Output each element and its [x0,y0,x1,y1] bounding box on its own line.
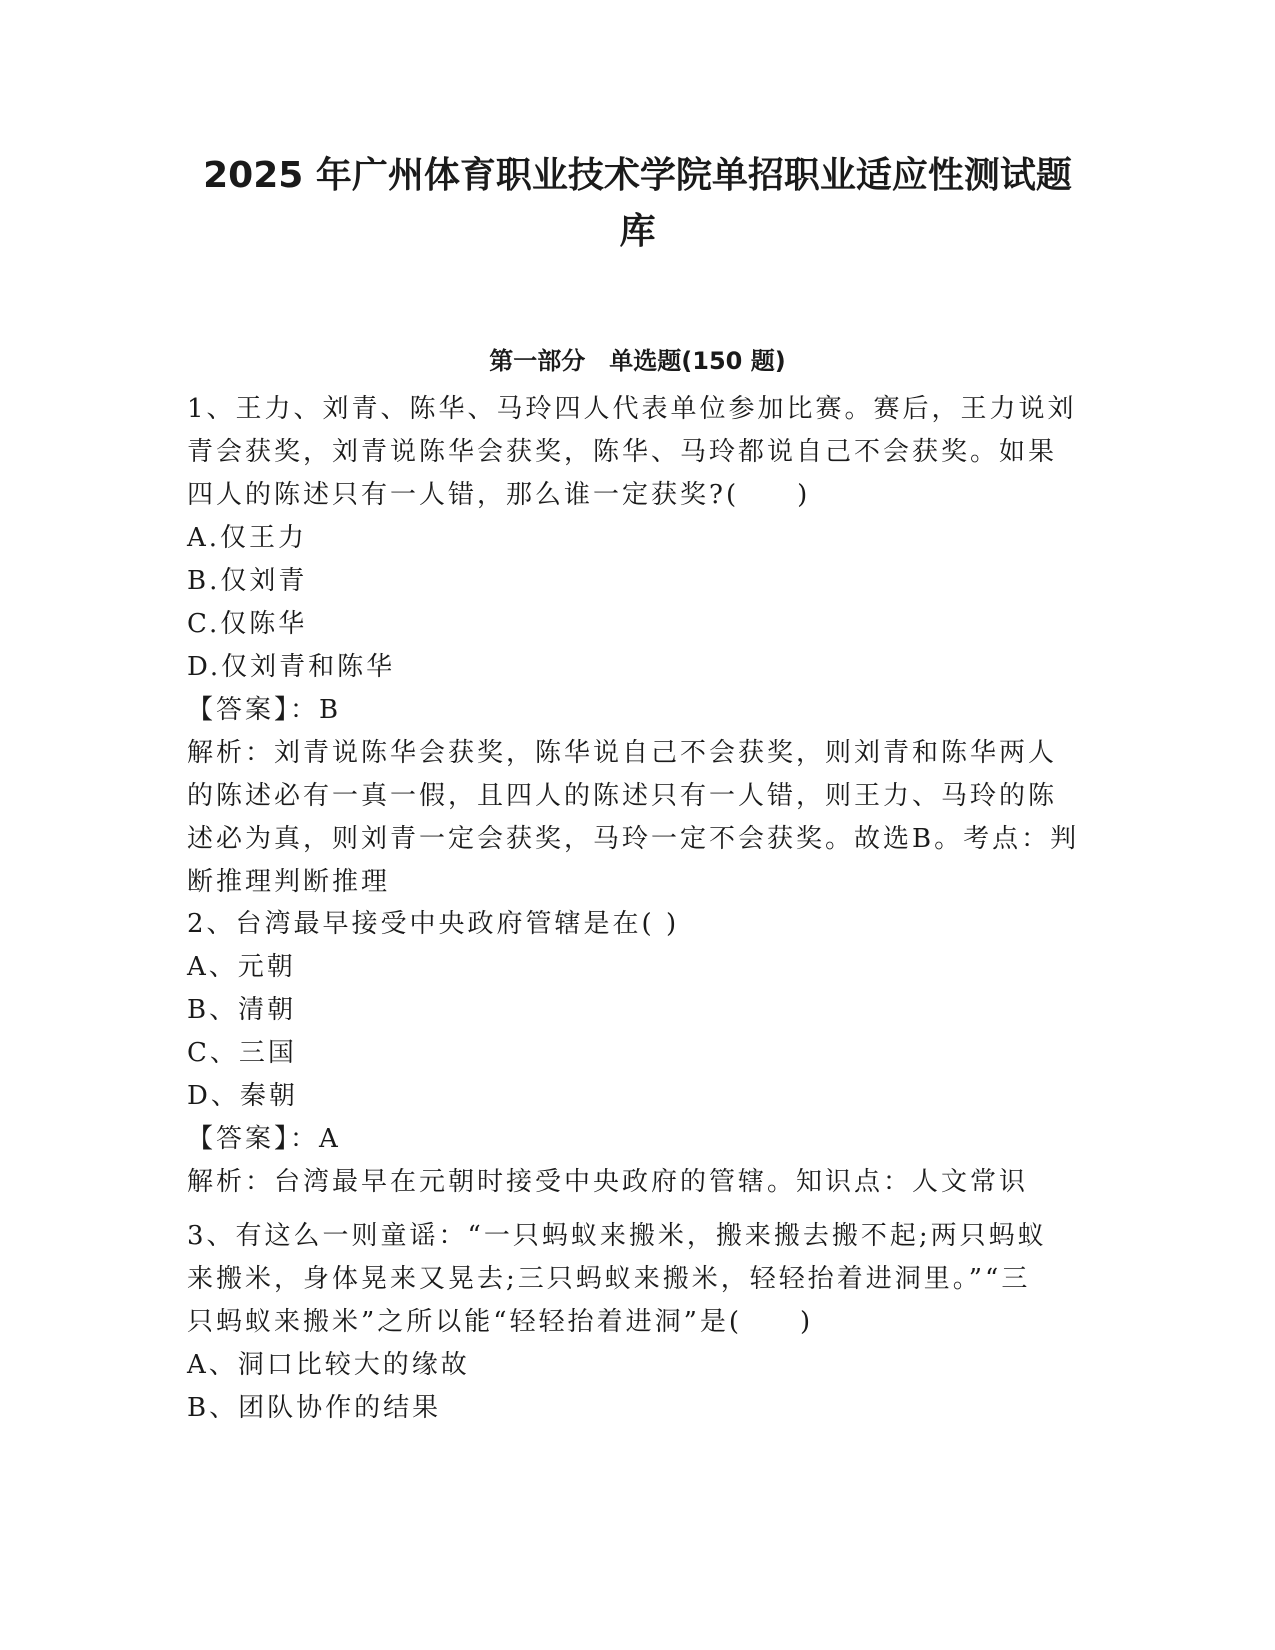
section-heading: 第一部分 单选题(150 题) [489,347,786,375]
question-1-analysis-line: 述必为真，则刘青一定会获奖，马玲一定不会获奖。故选B。考点：判 [187,824,1080,854]
question-3-stem-line: 3、有这么一则童谣：“一只蚂蚁来搬米，搬来搬去搬不起;两只蚂蚁 [187,1221,1047,1251]
question-3-option-b: B、团队协作的结果 [187,1393,442,1423]
question-1-option-d: D.仅刘青和陈华 [187,652,396,682]
question-1-option-b: B.仅刘青 [187,566,308,596]
question-1-option-a: A.仅王力 [187,523,308,553]
question-2-option-a: A、元朝 [187,952,296,982]
question-2-stem: 2、台湾最早接受中央政府管辖是在( ) [187,909,680,939]
question-1-analysis-line: 解析：刘青说陈华会获奖，陈华说自己不会获奖，则刘青和陈华两人 [187,738,1058,768]
question-1 [187,388,1087,904]
question-1-option-c: C.仅陈华 [187,609,308,639]
title-line-2: 库 [619,211,656,252]
question-2-option-c: C、三国 [187,1038,297,1068]
question-2-option-d: D、秦朝 [187,1081,298,1111]
question-1-analysis-line: 断推理判断推理 [187,867,391,897]
question-3-stem-line: 只蚂蚁来搬米”之所以能“轻轻抬着进洞”是( ) [187,1307,814,1337]
question-2-analysis: 解析：台湾最早在元朝时接受中央政府的管辖。知识点：人文常识 [187,1167,1029,1197]
question-1-stem-line: 1、王力、刘青、陈华、马玲四人代表单位参加比赛。赛后，王力说刘 [187,394,1077,424]
question-2 [187,903,1087,1204]
question-1-stem-line: 四人的陈述只有一人错，那么谁一定获奖?( ) [187,480,811,510]
title-line-1: 2025 年广州体育职业技术学院单招职业适应性测试题 [203,155,1072,196]
question-2-option-b: B、清朝 [187,995,297,1025]
question-3-stem-line: 来搬米，身体晃来又晃去;三只蚂蚁来搬米，轻轻抬着进洞里。”“三 [187,1264,1031,1294]
question-3 [187,1215,1087,1430]
question-1-analysis-line: 的陈述必有一真一假，且四人的陈述只有一人错，则王力、马玲的陈 [187,781,1058,811]
question-3-option-a: A、洞口比较大的缘故 [187,1350,470,1380]
question-1-answer: 【答案】：B [187,695,342,725]
question-2-answer: 【答案】：A [187,1124,341,1154]
document-title [150,148,1125,260]
question-1-stem-line: 青会获奖，刘青说陈华会获奖，陈华、马玲都说自己不会获奖。如果 [187,437,1058,467]
